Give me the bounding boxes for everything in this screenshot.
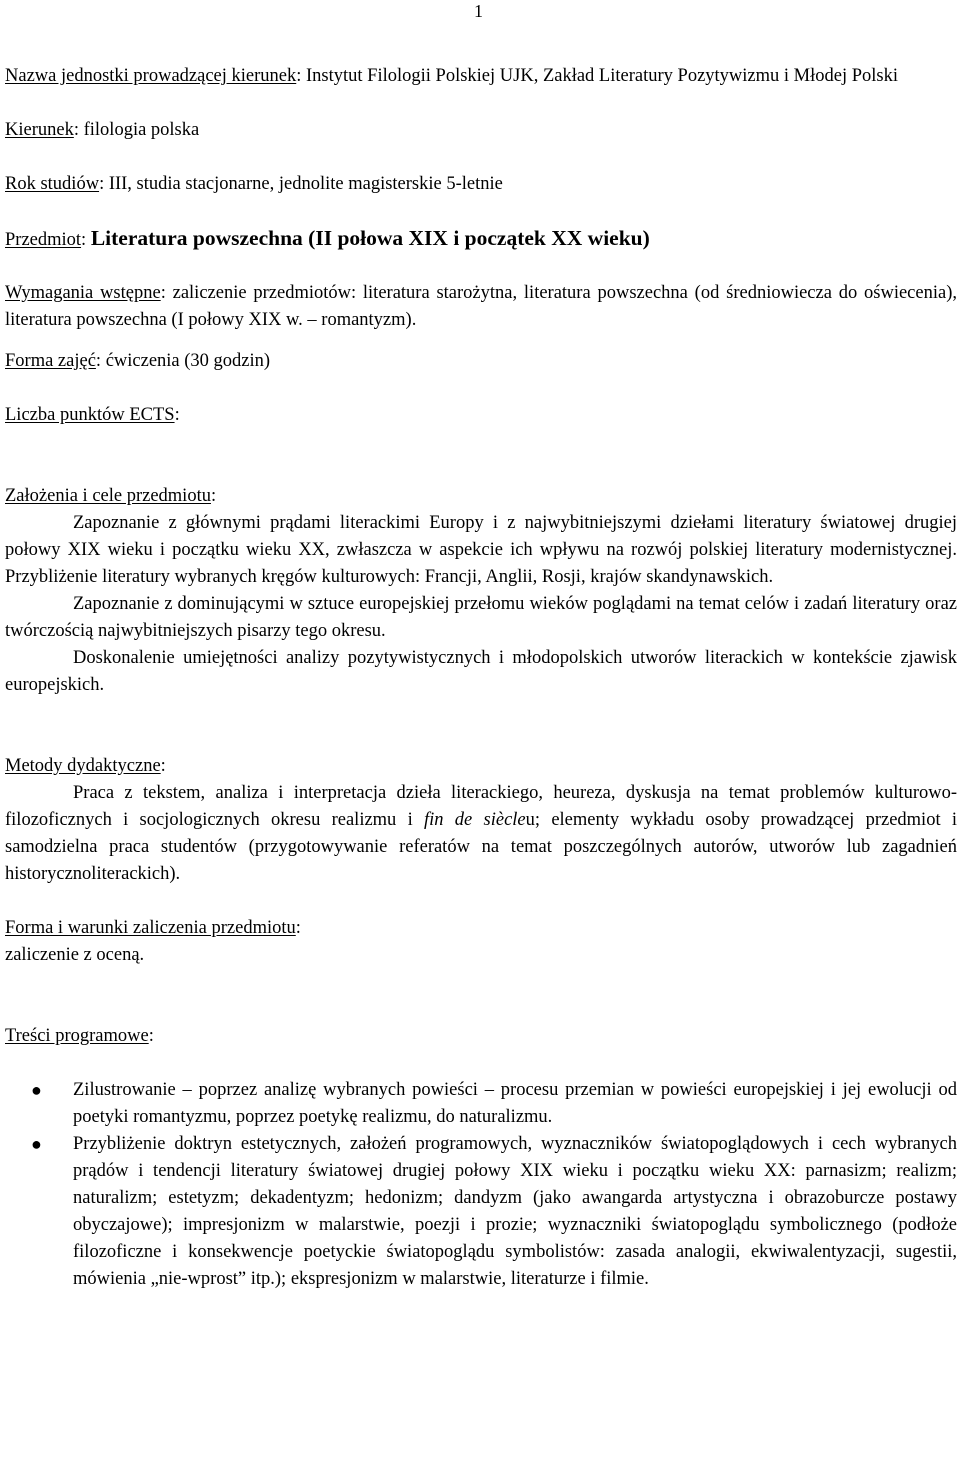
field-value: filologia polska	[83, 120, 200, 140]
unit-value: Instytut Filologii Polskiej UJK, Zakład Literatury Pozytywizmu i Młodej Polski	[306, 66, 898, 86]
methods-text-before: Praca z tekstem, analiza i interpretacja dzieła literackiego, heureza, dyskusja na temat problemów kulturowo-filozoficznych i socjologicznych okresu realizmu i	[5, 783, 957, 830]
class-form-line: Forma zajęć: ćwiczenia (30 godzin)	[5, 351, 271, 371]
goals-heading: Założenia i cele przedmiotu:	[5, 486, 217, 506]
contents-list	[5, 1077, 957, 1293]
ects-label: Liczba punktów ECTS	[5, 405, 175, 425]
assessment-label: Forma i warunki zaliczenia przedmiotu	[5, 918, 296, 938]
bullet-icon: ●	[31, 1080, 42, 1100]
field-line: Kierunek: filologia polska	[5, 120, 200, 140]
goals-paragraph-3: Doskonalenie umiejętności analizy pozytywistycznych i młodopolskich utworów literackich w kontekście zjawisk europejskich.	[5, 648, 957, 695]
class-form-value: ćwiczenia (30 godzin)	[105, 351, 271, 371]
goals-paragraph-2: Zapoznanie z dominującymi w sztuce europejskiej przełomu wieków poglądami na temat celów i zadań literatury oraz twórczością najwybitniejszych pisarzy tego okresu.	[5, 594, 957, 641]
subject-title: Literatura powszechna (II połowa XIX i początek XX wieku)	[90, 226, 650, 250]
methods-text-italic: fin de siècle	[424, 810, 526, 830]
page-number: 1	[474, 1, 483, 21]
methods-paragraph	[5, 780, 957, 888]
bullet-icon: ●	[31, 1134, 42, 1154]
subject-label: Przedmiot	[5, 230, 82, 250]
methods-text-after: u; elementy wykładu osoby prowadzącej przedmiot i samodzielna praca studentów (przygotowywanie referatów na temat poszczególnych autorów, utworów lub zagadnień historycznoliterackich).	[5, 810, 957, 884]
year-value: III, studia stacjonarne, jednolite magisterskie 5-letnie	[108, 174, 503, 194]
year-line: Rok studiów: III, studia stacjonarne, jednolite magisterskie 5-letnie	[5, 174, 503, 194]
methods-label: Metody dydaktyczne	[5, 756, 161, 776]
prerequisites-label: Wymagania wstępne	[5, 283, 161, 303]
goals-paragraph-1: Zapoznanie z głównymi prądami literackimi Europy i z najwybitniejszymi dziełami literatury światowej drugiej połowy XIX wieku i początku wieku XX, zwłaszcza w aspekcie ich wpływu na rozwój polskiej literatury modernistycznej. Przybliżenie literatury wybranych kręgów kulturowych: Francji, Anglii, Rosji, krajów skandynawskich.	[5, 513, 957, 587]
methods-heading: Metody dydaktyczne:	[5, 756, 166, 776]
unit-line: Nazwa jednostki prowadzącej kierunek: Instytut Filologii Polskiej UJK, Zakład Literatury Pozytywizmu i Młodej Polski	[5, 66, 898, 86]
year-label: Rok studiów	[5, 174, 100, 194]
unit-label: Nazwa jednostki prowadzącej kierunek	[5, 66, 297, 86]
list-item-text: Przybliżenie doktryn estetycznych, założeń programowych, wyznaczników światopoglądowych i cech wybranych prądów i tendencji literatury światowej drugiej połowy XIX wieku i początku wieku XX: parnasizm; realizm; naturalizm; estetyzm; dekadentyzm; hedonizm; dandyzm (jako awangarda artystyczna i obrazoburcze postawy obyczajowe); impresjonizm w malarstwie, poezji i prozie; wyznaczniki światopoglądu symbolicznego (podłoże filozoficzne i konsekwencje poetyckie światopoglądu symbolistów: zasada analogii, ekwiwalentyzacji, sugestii, mówienia „nie-wprost” itp.); ekspresjonizm w malarstwie, literaturze i filmie.	[73, 1134, 957, 1289]
class-form-label: Forma zajęć	[5, 351, 96, 371]
field-label: Kierunek	[5, 120, 74, 140]
prerequisites-line: Wymagania wstępne: zaliczenie przedmiotów: literatura starożytna, literatura powszechna (od średniowiecza do oświecenia), literatura powszechna (I połowy XIX w. – romantyzm).	[5, 283, 957, 330]
contents-heading: Treści programowe:	[5, 1026, 154, 1046]
ects-line: Liczba punktów ECTS:	[5, 405, 180, 425]
list-item-text: Zilustrowanie – poprzez analizę wybranych powieści – procesu przemian w powieści europejskiej i jej ewolucji od poetyki romantyzmu, poprzez poetykę realizmu, do naturalizmu.	[73, 1080, 957, 1127]
syllabus-document	[5, 63, 957, 1293]
assessment-heading: Forma i warunki zaliczenia przedmiotu:	[5, 918, 301, 938]
prerequisites-value: zaliczenie przedmiotów: literatura starożytna, literatura powszechna (od średniowiecza do oświecenia), literatura powszechna (I połowy XIX w. – romantyzm).	[5, 283, 957, 330]
goals-label: Założenia i cele przedmiotu	[5, 486, 211, 506]
contents-label: Treści programowe	[5, 1026, 149, 1046]
assessment-value: zaliczenie z oceną.	[5, 945, 145, 965]
list-item	[31, 1077, 957, 1131]
list-item	[31, 1131, 957, 1293]
subject-line: Przedmiot: Literatura powszechna (II połowa XIX i początek XX wieku)	[5, 226, 650, 250]
